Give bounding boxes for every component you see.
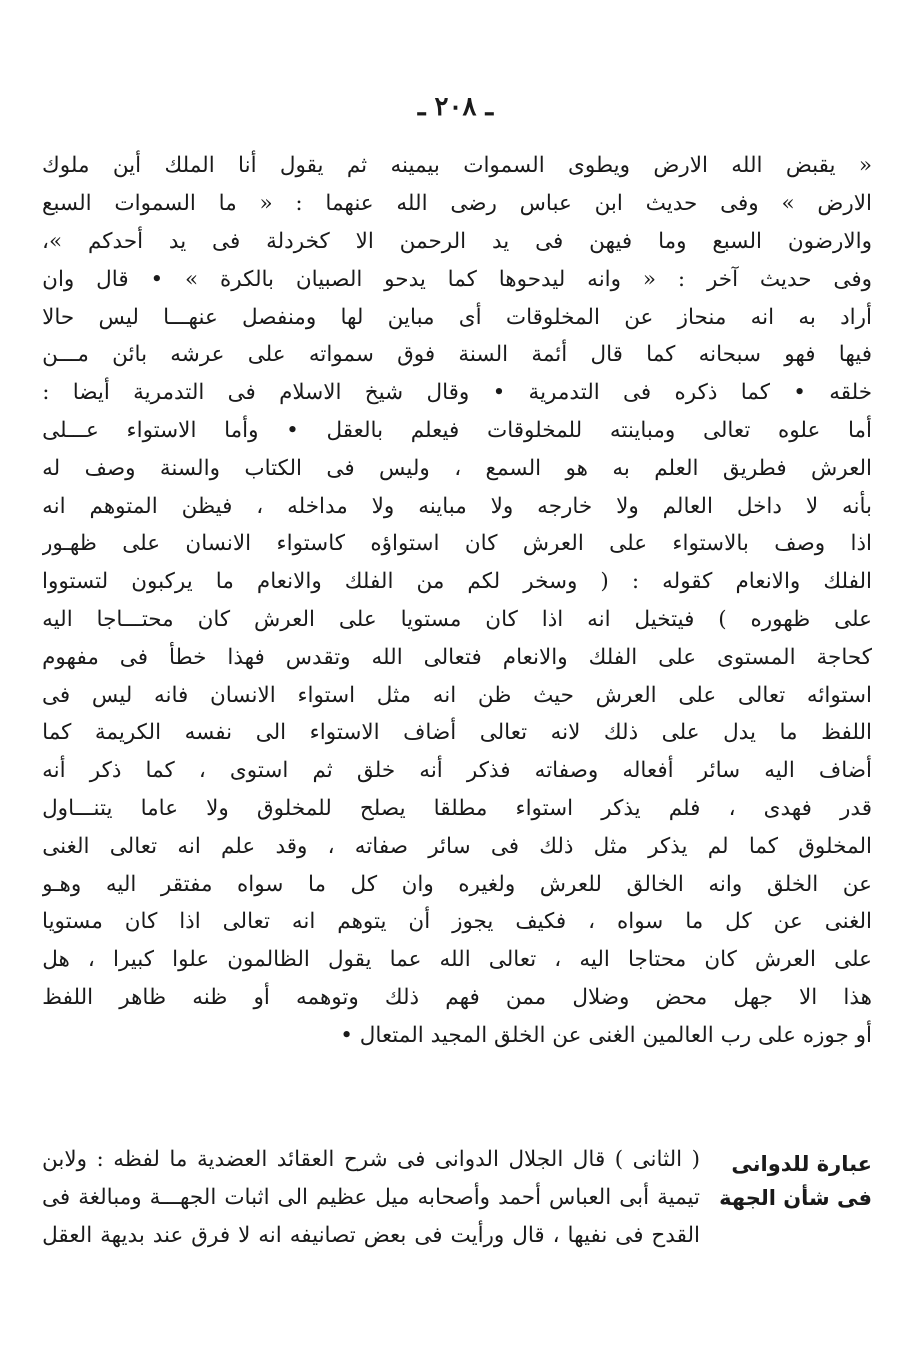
text-line: العرش فطريق العلم به هو السمع ، وليس فى الكتاب والسنة وصف له (42, 455, 872, 481)
text-line: أما علوه تعالى ومباينته للمخلوقات فيعلم بالعقل • وأما الاستواء عـــلى (42, 418, 872, 444)
text-line: اذا وصف بالاستواء على العرش كان استواؤه كاستواء الانسان على ظهـور (42, 531, 872, 557)
text-line: الارض » وفى حديث ابن عباس رضى الله عنهما : « ما السموات السبع (42, 191, 872, 217)
text-line: ( الثانى ) قال الجلال الدوانى فى شرح العقائد العضدية ما لفظه : ولابن (42, 1147, 700, 1173)
page-number: ـ ٢٠٨ ـ (417, 92, 494, 122)
text-line: على العرش كان محتاجا اليه ، تعالى الله عما يقول الظالمون علوا كبيرا ، هل (42, 947, 872, 973)
text-line: الغنى عن كل ما سواه ، فكيف يجوز أن يتوهم انه تعالى اذا كان مستويا (42, 909, 872, 935)
text-line: خلقه • كما ذكره فى التدمرية • وقال شيخ الاسلام فى التدمرية أيضا : (42, 380, 872, 406)
text-line: المخلوق كما لم يذكر مثل ذلك فى سائر صفاته ، وقد علم انه تعالى الغنى (42, 833, 872, 859)
margin-note-line: عبارة للدوانى (731, 1152, 872, 1176)
text-line: الفلك والانعام كقوله : ( وسخر لكم من الفلك والانعام ما يركبون لتستووا (42, 569, 872, 595)
text-line: القدح فى نفيها ، قال ورأيت فى بعض تصانيفه انه لا فرق عند بديهة العقل (42, 1223, 700, 1249)
text-line: والارضون السبع وما فيهن فى يد الرحمن الا كخردلة فى يد أحدكم »، (42, 229, 872, 255)
text-line: هذا الا جهل محض وضلال ممن فهم ذلك وتوهمه أو ظنه ظاهر اللفظ (42, 984, 872, 1010)
text-line: فيها فهو سبحانه كما قال أئمة السنة فوق سمواته على عرشه بائن مـــن (42, 342, 872, 368)
text-line: استوائه تعالى على العرش حيث ظن انه مثل استواء الانسان فانه ليس فى (42, 682, 872, 708)
text-line: تيمية أبى العباس أحمد وأصحابه ميل عظيم الى اثبات الجهـــة ومبالغة فى (42, 1185, 700, 1211)
main-text-block (42, 148, 872, 1055)
margin-note-line: فى شأن الجهة (719, 1185, 872, 1210)
text-line: وفى حديث آخر : « وانه ليدحوها كما يدحو الصبيان بالكرة » • قال وان (42, 266, 872, 292)
text-line: بأنه لا داخل العالم ولا خارجه ولا مباينه ولا مداخله ، فيظن المتوهم انه (42, 493, 872, 519)
text-line: قدر فهدى ، فلم يذكر استواء مطلقا يصلح للمخلوق ولا عاما يتنـــاول (42, 796, 872, 821)
second-text-block (42, 1142, 700, 1255)
text-line: على ظهوره ) فيتخيل انه اذا كان مستويا على العرش كان محتـــاجا اليه (42, 607, 872, 633)
text-line: « يقبض الله الارض ويطوى السموات بيمينه ثم يقول أنا الملك أين ملوك (42, 153, 872, 179)
text-line: كحاجة المستوى على الفلك والانعام فتعالى الله وتقدس فهذا خطأ فى مفهوم (42, 644, 872, 670)
text-line: أضاف اليه سائر أفعاله وصفاته فذكر أنه خلق ثم استوى ، كما ذكر أنه (42, 758, 872, 784)
text-line: عن الخلق وانه الخالق للعرش ولغيره وان كل ما سواه مفتقر اليه وهـو (42, 871, 872, 897)
text-line: أو جوزه على رب العالمين الغنى عن الخلق المجيد المتعال • (340, 1022, 872, 1048)
text-line: أراد به انه منحاز عن المخلوقات أى مباين لها ومنفصل عنهـــا ليس حالا (42, 304, 872, 330)
margin-note (712, 1148, 872, 1215)
text-line: اللفظ ما يدل على ذلك لانه تعالى أضاف الاستواء الى نفسه الكريمة كما (42, 720, 872, 746)
